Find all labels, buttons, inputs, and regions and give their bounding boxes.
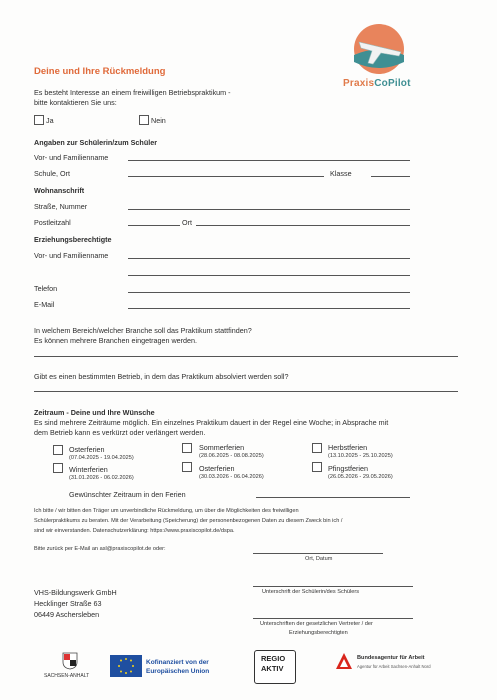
- option-label-5: Osterferien: [199, 464, 235, 473]
- desired-period-label: Gewünschter Zeitraum in den Ferien: [69, 490, 186, 499]
- option-label-2: Sommerferien: [199, 443, 245, 452]
- agency-logo: [335, 652, 455, 680]
- agency-label-2: Agentur für Arbeit Sachsen-Anhalt Nord: [357, 664, 431, 669]
- branch-question-2: Es können mehrere Branchen eingetragen werden.: [34, 336, 198, 345]
- state-label: SACHSEN-ANHALT: [44, 673, 90, 679]
- zip-field[interactable]: [128, 225, 180, 226]
- street-field[interactable]: [128, 209, 410, 210]
- place-date-field[interactable]: [253, 553, 383, 554]
- option-checkbox-1[interactable]: [53, 445, 63, 455]
- no-label: Nein: [151, 116, 166, 125]
- school-label: Schule, Ort: [34, 169, 70, 178]
- branch-field[interactable]: [34, 356, 458, 357]
- guardian-name-field-2[interactable]: [128, 275, 410, 276]
- option-checkbox-3[interactable]: [312, 443, 322, 453]
- address-heading: Wohnanschrift: [34, 186, 85, 195]
- period-text-1: Es sind mehrere Zeiträume möglich. Ein einzelnes Praktikum dauert in der Regel eine Woche; in Absprache mit: [34, 418, 389, 427]
- student-name-field[interactable]: [128, 160, 410, 161]
- return-note: Bitte zurück per E-Mail an asl@praxiscopilot.de oder:: [34, 546, 166, 552]
- org-line-2: Hecklinger Straße 63: [34, 599, 102, 608]
- guardian-heading: Erziehungsberechtigte: [34, 235, 112, 244]
- desired-period-field[interactable]: [256, 497, 410, 498]
- option-checkbox-6[interactable]: [312, 462, 322, 472]
- org-line-1: VHS-Bildungswerk GmbH: [34, 588, 117, 597]
- option-checkbox-5[interactable]: [182, 462, 192, 472]
- option-dates-6: (26.05.2026 - 29.05.2026): [328, 474, 393, 480]
- option-checkbox-2[interactable]: [182, 443, 192, 453]
- consent-line-1: Ich bitte / wir bitten den Träger um unverbindliche Rückmeldung, um über die Möglichkeiten des freiwilligen: [34, 508, 299, 514]
- org-line-3: 06449 Aschersleben: [34, 610, 100, 619]
- phone-field[interactable]: [128, 292, 410, 293]
- class-field[interactable]: [371, 176, 410, 177]
- option-dates-1: (07.04.2025 - 19.04.2025): [69, 455, 134, 461]
- option-label-4: Winterferien: [69, 465, 108, 474]
- guardian-signature-label-2: Erziehungsberechtigten: [289, 630, 348, 636]
- agency-label-1: Bundesagentur für Arbeit: [357, 655, 425, 661]
- page-title: Deine und Ihre Rückmeldung: [34, 66, 166, 77]
- guardian-signature-label-1: Unterschriften der gesetzlichen Vertreter / der: [260, 621, 373, 627]
- period-heading: Zeitraum - Deine und Ihre Wünsche: [34, 408, 155, 417]
- eu-flag-icon: [110, 655, 142, 677]
- email-label: E-Mail: [34, 300, 55, 309]
- city-field[interactable]: [196, 225, 410, 226]
- place-date-label: Ort, Datum: [305, 556, 333, 562]
- student-heading: Angaben zur Schülerin/zum Schüler: [34, 138, 158, 147]
- option-checkbox-4[interactable]: [53, 463, 63, 473]
- regio-label-1: REGIO: [261, 654, 286, 663]
- option-dates-2: (28.06.2025 - 08.08.2025): [199, 453, 264, 459]
- intro-line-2: bitte kontaktieren Sie uns:: [34, 98, 117, 107]
- phone-label: Telefon: [34, 284, 58, 293]
- no-checkbox[interactable]: [139, 115, 149, 125]
- branch-question-1: In welchem Bereich/welcher Branche soll das Praktikum stattfinden?: [34, 326, 252, 335]
- company-question: Gibt es einen bestimmten Betrieb, in dem das Praktikum absolviert werden soll?: [34, 372, 289, 381]
- option-dates-5: (30.03.2026 - 06.04.2026): [199, 474, 264, 480]
- company-field[interactable]: [34, 391, 458, 392]
- sachsen-anhalt-logo: [44, 652, 98, 682]
- zip-label: Postleitzahl: [34, 218, 71, 227]
- plane-logo-icon: [335, 22, 425, 77]
- regio-aktiv-logo: [254, 650, 296, 684]
- option-label-6: Pfingstferien: [328, 464, 368, 473]
- consent-line-3: sind wir einverstanden. Datenschutzerklärung: https://www.praxiscopilot.de/dspa.: [34, 528, 235, 534]
- state-coat-of-arms-icon: [62, 652, 78, 670]
- student-signature-label: Unterschrift der Schülerin/des Schülers: [262, 589, 360, 595]
- student-name-label: Vor- und Familienname: [34, 153, 109, 162]
- email-field[interactable]: [128, 308, 410, 309]
- yes-checkbox[interactable]: [34, 115, 44, 125]
- brand-name: PraxisCoPilot: [343, 78, 411, 89]
- guardian-name-label: Vor- und Familienname: [34, 251, 109, 260]
- intro-line-1: Es besteht Interesse an einem freiwilligen Betriebspraktikum -: [34, 88, 231, 97]
- student-signature-field[interactable]: [253, 586, 413, 587]
- option-label-1: Osterferien: [69, 445, 105, 454]
- city-label: Ort: [182, 218, 192, 227]
- eu-logo: [110, 655, 228, 679]
- yes-label: Ja: [46, 116, 54, 125]
- street-label: Straße, Nummer: [34, 202, 88, 211]
- option-label-3: Herbstferien: [328, 443, 368, 452]
- option-dates-3: (13.10.2025 - 25.10.2025): [328, 453, 393, 459]
- praxiscopilot-logo: [335, 22, 425, 92]
- consent-line-2: Schülerpraktikums zu beraten. Mit der Verarbeitung (Speicherung) der personenbezogenen Daten zu diesem Zweck bin ich /: [34, 518, 343, 524]
- agency-a-icon: [335, 652, 353, 670]
- eu-label-2: Europäischen Union: [146, 668, 210, 675]
- school-field[interactable]: [128, 176, 324, 177]
- option-dates-4: (31.01.2026 - 06.02.2026): [69, 475, 134, 481]
- guardian-name-field[interactable]: [128, 258, 410, 259]
- regio-label-2: AKTIV: [261, 664, 284, 673]
- class-label: Klasse: [330, 169, 352, 178]
- period-text-2: dem Betrieb kann es verkürzt oder verlängert werden.: [34, 428, 206, 437]
- eu-label-1: Kofinanziert von der: [146, 659, 209, 666]
- guardian-signature-field[interactable]: [253, 618, 413, 619]
